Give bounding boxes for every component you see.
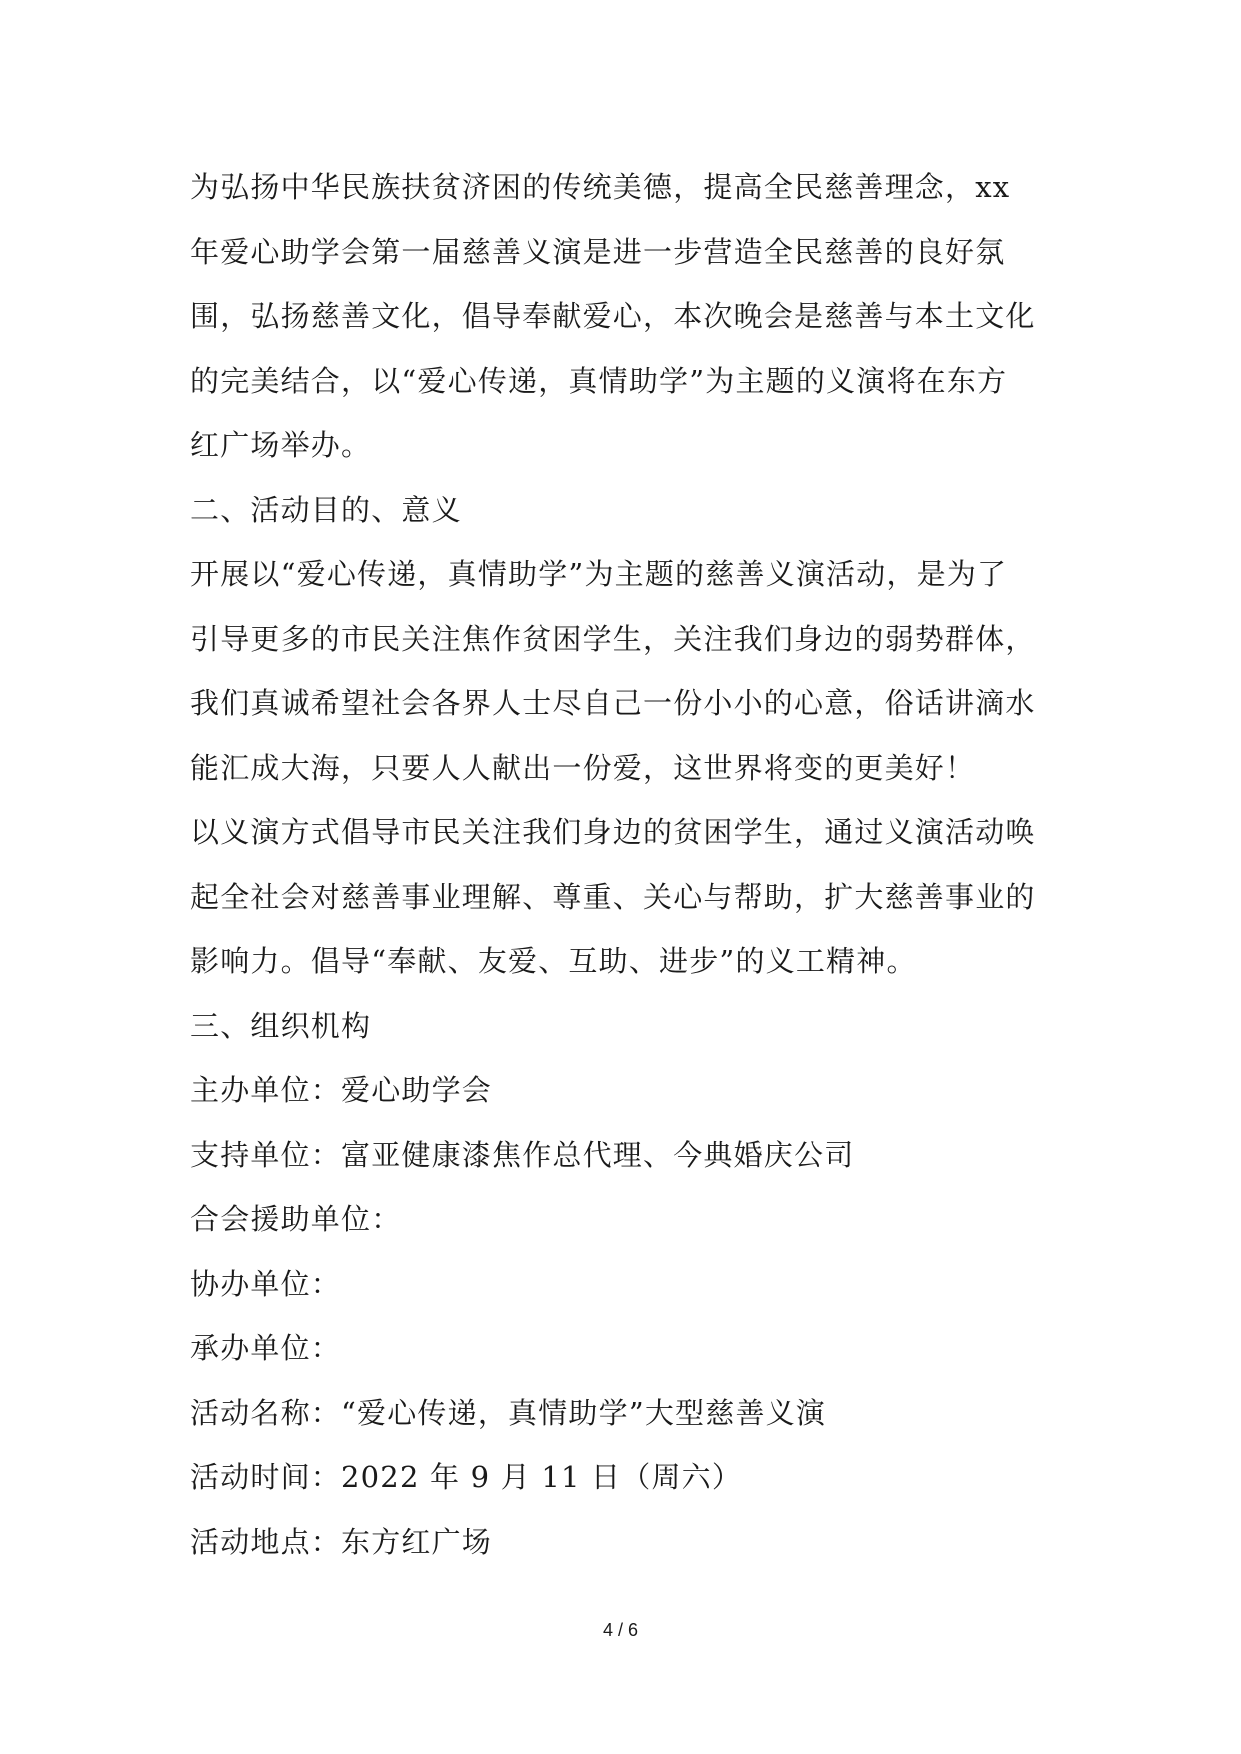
event-name-line: 活动名称：“爱心传递，真情助学”大型慈善义演	[190, 1395, 827, 1430]
undertaker-line: 承办单位：	[190, 1331, 342, 1365]
paragraph-line-11: 以义演方式倡导市民关注我们身边的贫困学生，通过义演活动唤	[190, 815, 1036, 849]
organizer-line: 主办单位：爱心助学会	[190, 1073, 493, 1107]
paragraph-line-9: 我们真诚希望社会各界人士尽自己一份小小的心意，俗话讲滴水	[190, 686, 1036, 720]
event-time-line: 活动时间：2022 年 9 月 11 日（周六）	[190, 1460, 743, 1494]
document-body	[190, 155, 1060, 1574]
paragraph-line-1: 为弘扬中华民族扶贫济困的传统美德，提高全民慈善理念，xx	[190, 170, 1011, 204]
paragraph-line-13: 影响力。倡导“奉献、友爱、互助、进步”的义工精神。	[190, 944, 917, 978]
event-location-line: 活动地点：东方红广场	[190, 1524, 493, 1559]
paragraph-line-12: 起全社会对慈善事业理解、尊重、关心与帮助，扩大慈善事业的	[190, 879, 1036, 914]
paragraph-line-4: 的完美结合，以“爱心传递，真情助学”为主题的义演将在东方	[190, 363, 1008, 398]
co-organizer-line: 协办单位：	[190, 1266, 342, 1301]
paragraph-line-2: 年爱心助学会第一届慈善义演是进一步营造全民慈善的良好氛	[190, 234, 1006, 269]
paragraph-line-7: 开展以“爱心传递，真情助学”为主题的慈善义演活动，是为了	[190, 557, 1008, 591]
aid-unit-line: 合会援助单位：	[190, 1202, 402, 1236]
paragraph-line-8: 引导更多的市民关注焦作贫困学生，关注我们身边的弱势群体，	[190, 621, 1036, 656]
supporter-line: 支持单位：富亚健康漆焦作总代理、今典婚庆公司	[190, 1137, 855, 1172]
section-heading-purpose: 二、活动目的、意义	[190, 492, 462, 527]
paragraph-line-5: 红广场举办。	[190, 428, 372, 462]
paragraph-line-3: 围，弘扬慈善文化，倡导奉献爱心，本次晚会是慈善与本土文化	[190, 299, 1036, 333]
page-number: 4 / 6	[602, 1620, 639, 1640]
section-heading-organization: 三、组织机构	[190, 1008, 372, 1043]
paragraph-line-10: 能汇成大海，只要人人献出一份爱，这世界将变的更美好！	[190, 750, 976, 785]
